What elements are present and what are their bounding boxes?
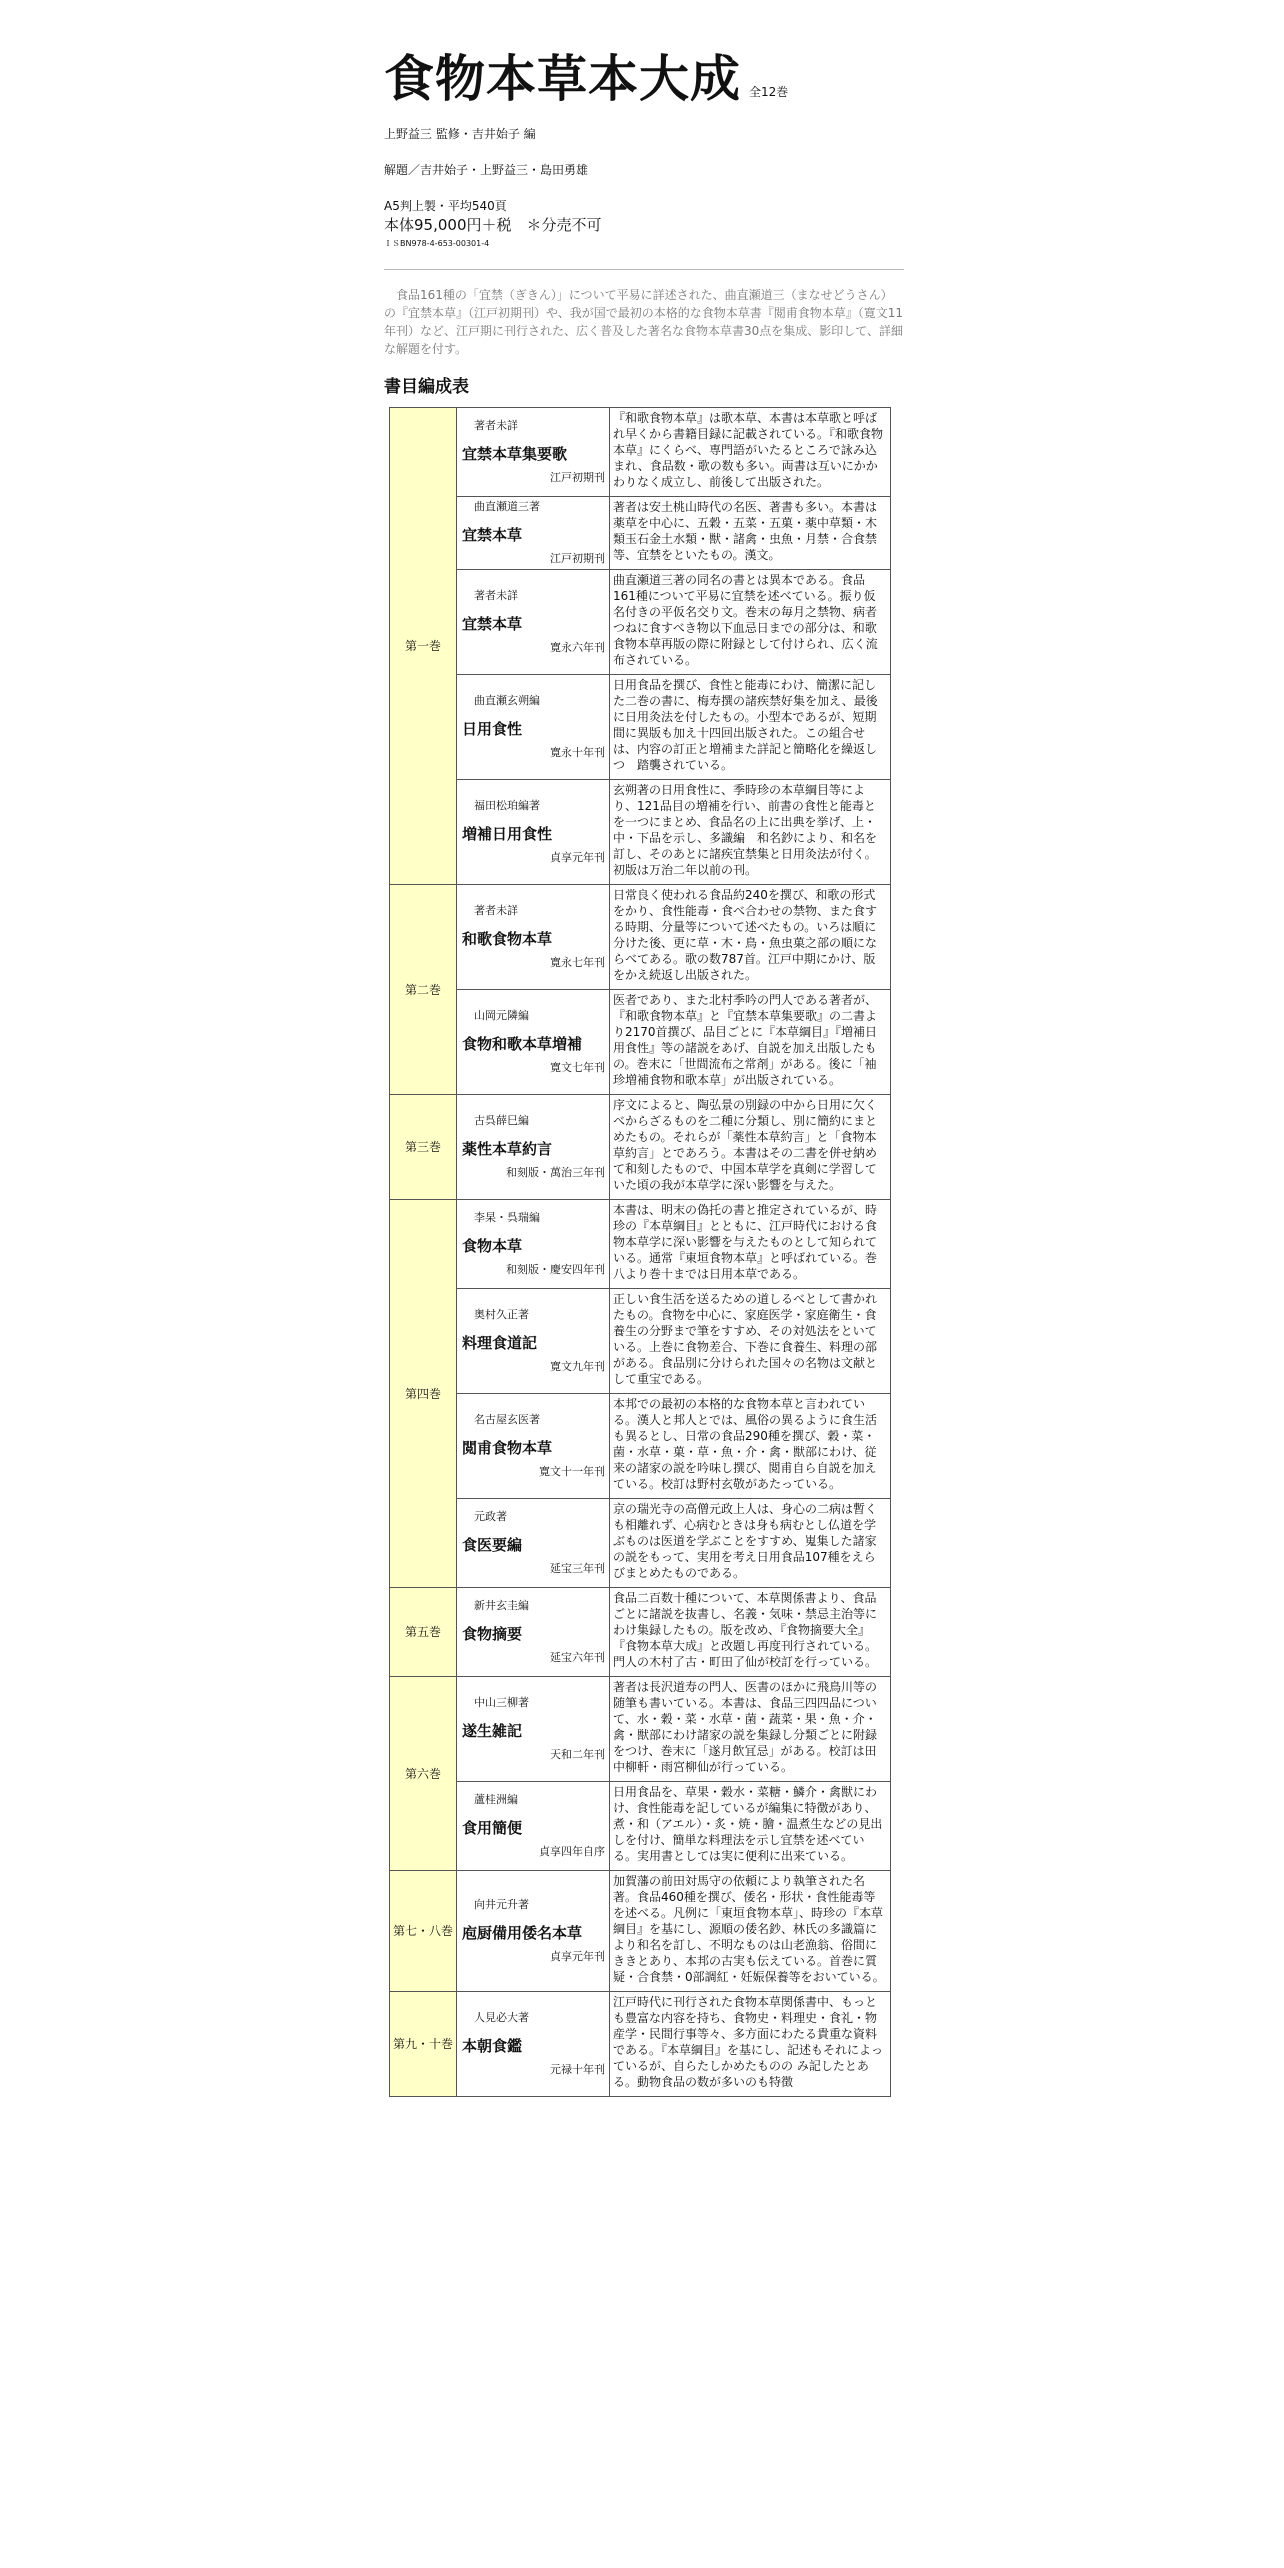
table-row [390, 990, 891, 1095]
book-author: 著者未詳 [474, 589, 518, 602]
table-row [390, 1992, 891, 2097]
book-author: 著者未詳 [474, 904, 518, 917]
book-cell [457, 1677, 610, 1782]
table-row [390, 408, 891, 497]
book-description: 本書は、明末の偽托の書と推定されているが、時珍の『本草綱目』とともに、江戸時代における食物本草学に深い影響を与えたものとして知られている。通常『東垣食物本草』と呼ばれている。巻八より巻十までは日用本草である。 [610, 1200, 891, 1289]
book-cell [457, 570, 610, 675]
book-author: 新井玄圭編 [474, 1599, 529, 1612]
book-title: 和歌食物本草 [462, 930, 553, 948]
volume-label: 第二巻 [390, 885, 457, 1095]
volume-label: 第七・八巻 [390, 1871, 457, 1992]
book-date: 寛永十年刊 [550, 746, 605, 759]
book-description: 正しい食生活を送るための道しるべとして書かれたもの。食物を中心に、家庭医学・家庭衛生・食養生の分野まで筆をすすめ、その対処法をといている。上巻に食物差合、下巻に食養生、料理の部がある。食品別に分けられた国々の名物は文献として重宝である。 [610, 1289, 891, 1394]
book-cell [457, 1200, 610, 1289]
volume-label: 第五巻 [390, 1588, 457, 1677]
book-title: 食物和歌本草増補 [462, 1035, 583, 1053]
book-author: 奥村久正著 [474, 1308, 529, 1321]
book-date: 和刻版・慶安四年刊 [506, 1263, 605, 1276]
book-description: 日用食品を撰び、食性と能毒にわけ、簡潔に記した二巻の書に、梅寿撰の諸疾禁好集を加え、最後に日用灸法を付したもの。小型本であるが、短期間に異版も加え十四回出版された。この組合せは、内容の訂正と増補また詳記と簡略化を繰返しつ 踏襲されている。 [610, 675, 891, 780]
book-cell [457, 1782, 610, 1871]
book-author: 中山三柳著 [474, 1696, 529, 1709]
book-cell [457, 497, 610, 570]
book-author: 福田松珀編著 [474, 799, 540, 812]
book-author: 山岡元隣編 [474, 1009, 529, 1022]
book-description: 食品二百数十種について、本草関係書より、食品ごとに諸説を抜書し、名義・気味・禁忌主治等にわけ集録したもの。版を改め、『食物摘要大全』『食物本草大成』と改題し再度刊行されている。門人の木村了古・町田了仙が校訂を行っている。 [610, 1588, 891, 1677]
page-title: 食物本草本大成 [384, 50, 741, 108]
page [384, 0, 904, 2097]
book-author: 李杲・呉瑞編 [474, 1211, 540, 1224]
book-date: 天和二年刊 [550, 1748, 605, 1761]
book-author: 著者未詳 [474, 419, 518, 432]
book-date: 寛永七年刊 [550, 956, 605, 969]
book-title: 宜禁本草集要歌 [462, 445, 568, 463]
book-title: 食物摘要 [462, 1625, 523, 1643]
book-cell [457, 1499, 610, 1588]
table-row [390, 1289, 891, 1394]
volume-label: 第四巻 [390, 1200, 457, 1588]
book-description: 加賀藩の前田対馬守の依頼により執筆された名著。食品460種を撰び、倭名・形状・食性能毒等を述べる。凡例に「東垣食物本草」、時珍の『本草綱目』を基にし、源順の倭名鈔、林氏の多識篇により和名を訂し、不明なものは山老漁翁、俗間にききとあり、本邦の古実も伝えている。首巻に質疑・合食禁・0部調紅・妊娠保養等をおいている。 [610, 1871, 891, 1992]
book-date: 江戸初期刊 [550, 552, 605, 565]
volume-label: 第一巻 [390, 408, 457, 885]
book-title: 閲甫食物本草 [462, 1439, 553, 1457]
book-date: 江戸初期刊 [550, 471, 605, 484]
table-row [390, 1782, 891, 1871]
book-title: 宜禁本草 [462, 615, 523, 633]
book-title: 食用簡便 [462, 1819, 523, 1837]
table-row [390, 1095, 891, 1200]
book-date: 寛文七年刊 [550, 1061, 605, 1074]
book-description: 京の瑞光寺の高僧元政上人は、身心の二病は暫くも相離れず、心病むときは身も病むとし仏道を学ぶものは医道を学ぶことをすすめ、嵬集した諸家の説をもって、実用を考え日用食品107種をえらびまとめたものである。 [610, 1499, 891, 1588]
book-title: 食医要編 [462, 1536, 523, 1554]
book-cell [457, 675, 610, 780]
book-title: 料理食道記 [462, 1334, 538, 1352]
book-cell [457, 1289, 610, 1394]
book-cell [457, 1095, 610, 1200]
title-row [384, 46, 904, 112]
book-date: 和刻版・萬治三年刊 [506, 1166, 605, 1179]
book-cell [457, 408, 610, 497]
book-cell [457, 780, 610, 885]
book-description: 著者は長沢道寿の門人、医書のほかに飛鳥川等の随筆も書いている。本書は、食品三四四品について、水・穀・菜・水草・菌・蔬菜・果・魚・介・禽・獣部にわけ諸家の説を集録し分類ごとに附録をつけ、巻末に「遂月飲冝忌」がある。校訂は田中柳軒・雨宮柳仙が行っている。 [610, 1677, 891, 1782]
book-description: 玄朔著の日用食性に、季時珍の本草綱目等により、121品目の増補を行い、前書の食性と能毒とを一つにまとめ、食品名の上に出典を挙げ、上・中・下品を示し、多識編 和名鈔により、和名を訂し、そのあとに諸疾宜禁集と日用灸法が付く。初版は万治二年以前の刊。 [610, 780, 891, 885]
book-author: 蘆桂洲編 [474, 1793, 518, 1806]
toc-heading: 書目編成表 [384, 377, 469, 397]
book-date: 寛文十一年刊 [539, 1465, 605, 1478]
book-date: 寛文九年刊 [550, 1360, 605, 1373]
table-row [390, 675, 891, 780]
format: A5判上製・平均540頁 [384, 199, 507, 213]
book-cell [457, 990, 610, 1095]
table-row [390, 780, 891, 885]
book-title: 日用食性 [462, 720, 523, 738]
book-description: 日常良く使われる食品約240を撰び、和歌の形式をかり、食性能毒・食べ合わせの禁物、また食する時期、分量等について述べたもの。いろは順に分けた後、更に草・木・鳥・魚虫菓之部の順にならべてある。歌の数787首。江戸中期にかけ、版をかえ続返し出版された。 [610, 885, 891, 990]
table-row [390, 1871, 891, 1992]
book-cell [457, 1588, 610, 1677]
price: 本体95,000円＋税 ＊分売不可 [384, 216, 602, 234]
book-cell [457, 885, 610, 990]
book-date: 元禄十年刊 [550, 2063, 605, 2076]
editors: 上野益三 監修・吉井始子 編 [384, 127, 536, 141]
table-row [390, 1588, 891, 1677]
divider [384, 269, 904, 270]
volume-label: 第六巻 [390, 1677, 457, 1871]
book-title: 薬性本草約言 [462, 1140, 553, 1158]
book-title: 宜禁本草 [462, 526, 523, 544]
book-cell [457, 1394, 610, 1499]
book-author: 向井元升著 [474, 1898, 529, 1911]
book-date: 貞享元年刊 [550, 851, 605, 864]
intro-text: 食品161種の「宜禁（ぎきん）」について平易に詳述された、曲直瀬道三（まなせどうさん）の『宜禁本草』（江戸初期刊）や、我が国で最初の本格的な食物本草書『閲甫食物本草』（寛文11年刊）など、江戸期に刊行された、広く普及した著名な食物本草書30点を集成、影印して、詳細な解題を付す。 [384, 288, 904, 356]
book-description: 曲直瀬道三著の同名の書とは異本である。食品161種について平易に宜禁を述べている。振り仮名付きの平仮名交り文。巻末の毎月之禁物、病者つねに食すべき物以下血忌日までの部分は、和歌食物本草再版の際に附録として付けられ、広く流布されている。 [610, 570, 891, 675]
table-row [390, 497, 891, 570]
table-row [390, 1677, 891, 1782]
book-author: 曲直瀬玄朔編 [474, 694, 540, 707]
book-description: 医者であり、また北村季吟の門人である著者が、『和歌食物本草』と『宜禁本草集要歌』の二書より2170首撰び、品目ごとに『本草綱目』『増補日用食性』等の諸説をあげ、自説を加え出版したもの。巻末に「世間流布之常剤」がある。後に「袖珍増補食物和歌本草」が出版されている。 [610, 990, 891, 1095]
book-date: 貞享四年自序 [539, 1845, 605, 1858]
book-date: 延宝三年刊 [550, 1562, 605, 1575]
book-author: 名古屋玄医著 [474, 1413, 540, 1426]
table-row [390, 1499, 891, 1588]
volume-count: 全12巻 [749, 85, 789, 99]
table-row [390, 570, 891, 675]
isbn: ＩＳBN978-4-653-00301-4 [384, 239, 490, 248]
volume-label: 第九・十巻 [390, 1992, 457, 2097]
book-description: 日用食品を、草果・穀水・菜糖・鱗介・禽獣にわけ、食性能毒を記しているが編集に特徴があり、煮・和（アエル）・炙・焼・膾・温煮生などの見出しを付け、簡単な料理法を示し宜禁を述べている。実用書としては実に便利に出来ている。 [610, 1782, 891, 1871]
book-title: 本朝食鑑 [462, 2037, 523, 2055]
book-date: 延宝六年刊 [550, 1651, 605, 1664]
table-row [390, 1200, 891, 1289]
volume-label: 第三巻 [390, 1095, 457, 1200]
book-title: 庖厨備用倭名本草 [462, 1924, 583, 1942]
book-date: 寛永六年刊 [550, 641, 605, 654]
book-description: 江戸時代に刊行された食物本草関係書中、もっとも豊富な内容を持ち、食物史・料理史・食礼・物産学・民間行事等々、多方面にわたる貴重な資料である。『本草綱目』を基にし、記述もそれによっているが、自らたしかめたものの み記したとある。動物食品の数が多いのも特徴 [610, 1992, 891, 2097]
book-title: 食物本草 [462, 1237, 523, 1255]
book-cell [457, 1871, 610, 1992]
book-cell [457, 1992, 610, 2097]
commentary: 解題／吉井始子・上野益三・島田勇雄 [384, 163, 589, 177]
book-description: 序文によると、陶弘景の別録の中から日用に欠くべからざるものを二種に分類し、別に簡約にまとめたもの。それらが「薬性本草約言」と「食物本草約言」とであろう。本書はその二書を併せ納めて和刻したもので、中国本草学を真剣に学習していた頃の我が本草学に深い影響を与えた。 [610, 1095, 891, 1200]
book-author: 人見必大著 [474, 2011, 529, 2024]
book-title: 遂生雑記 [462, 1722, 523, 1740]
toc-table [389, 407, 891, 2097]
book-author: 元政著 [474, 1510, 507, 1523]
table-row [390, 1394, 891, 1499]
book-description: 著者は安土桃山時代の名医、著書も多い。本書は薬草を中心に、五穀・五菜・五菓・薬中草類・木類玉石金土水類・獣・諸禽・虫魚・月禁・合食禁等、宜禁をといたもの。漢文。 [610, 497, 891, 570]
book-author: 曲直瀬道三著 [474, 500, 540, 513]
book-date: 貞享元年刊 [550, 1950, 605, 1963]
book-description: 本邦での最初の本格的な食物本草と言われている。漢人と邦人とでは、風俗の異るように食生活も異るとし、日常の食品290種を撰び、穀・菜・菌・水草・菓・草・魚・介・禽・獣部にわけ、従来の諸家の説を吟味し撰び、閲甫自ら自説を加えている。校訂は野村玄敬があたっている。 [610, 1394, 891, 1499]
book-author: 古呉薛巳編 [474, 1114, 529, 1127]
table-row [390, 885, 891, 990]
book-title: 増補日用食性 [462, 825, 553, 843]
book-description: 『和歌食物本草』は歌本草、本書は本草歌と呼ばれ早くから書籍目録に記載されている。『和歌食物本草』にくらべ、専門語がいたるところで詠み込まれ、食品数・歌の数も多い。両書は互いにかかわりなく成立し、前後して出版された。 [610, 408, 891, 497]
